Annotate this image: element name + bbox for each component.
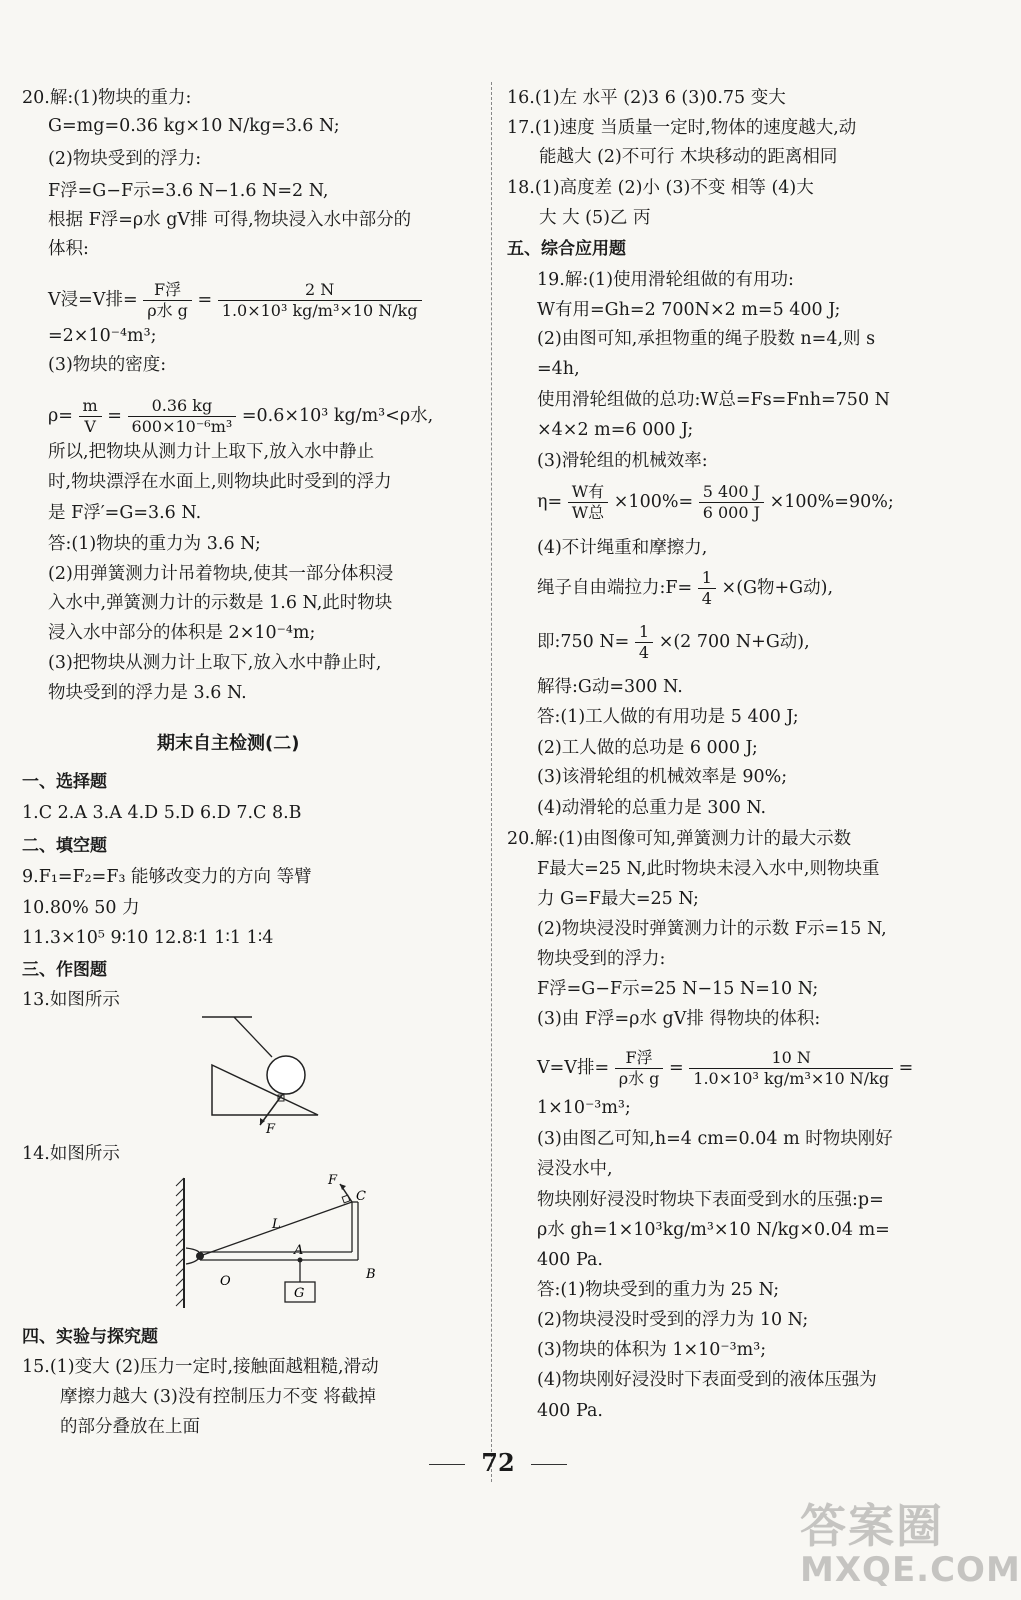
denominator: 1.0×10³ kg/m³×10 N/kg	[221, 301, 418, 320]
text-line: 使用滑轮组做的总功:W总=Fs=Fnh=750 N	[537, 390, 890, 410]
fraction	[568, 482, 608, 523]
section-title: 期末自主检测(二)	[157, 733, 300, 754]
text-line: (3)物块的密度:	[48, 355, 167, 375]
text-line: =4h,	[537, 359, 580, 379]
text-line: (2)物块浸没时弹簧测力计的示数 F示=15 N,	[537, 919, 887, 939]
formula-part: =	[107, 406, 122, 426]
formula-part: 绳子自由端拉力:F=	[537, 578, 693, 598]
text-line: 是 F浮′=G=3.6 N.	[48, 503, 202, 523]
column-divider	[491, 82, 492, 1482]
formula-part: ×100%=90%;	[769, 492, 894, 512]
formula-part: =	[898, 1058, 914, 1078]
answer-line: 答:(1)物块的重力为 3.6 N;	[48, 534, 261, 554]
answer-line: 答:(1)物块受到的重力为 25 N;	[537, 1280, 780, 1300]
formula-line	[48, 396, 433, 437]
fraction	[699, 482, 764, 523]
text-line: G=mg=0.36 kg×10 N/kg=3.6 N;	[48, 116, 340, 136]
text-line: (2)物块浸没时受到的浮力为 10 N;	[537, 1310, 809, 1330]
text-line: ×4×2 m=6 000 J;	[537, 420, 694, 440]
formula-part: ×(G物+G动),	[721, 578, 834, 598]
answer-line: 答:(1)工人做的有用功是 5 400 J;	[537, 707, 799, 727]
text-line: (3)由 F浮=ρ水 gV排 得物块的体积:	[537, 1009, 821, 1029]
figure-14-diagram	[172, 1168, 382, 1313]
text-line: (3)把物块从测力计上取下,放入水中静止时,	[48, 653, 382, 673]
section-heading: 三、作图题	[22, 960, 107, 980]
text-line: 1.C 2.A 3.A 4.D 5.D 6.D 7.C 8.B	[22, 803, 302, 823]
text-line: (3)由图乙可知,h=4 cm=0.04 m 时物块刚好	[537, 1129, 893, 1149]
text-line: 9.F₁=F₂=F₃ 能够改变力的方向 等臂	[22, 867, 312, 887]
text-line: (3)滑轮组的机械效率:	[537, 451, 708, 471]
formula-part: 即:750 N=	[537, 632, 630, 652]
formula-part: =0.6×10³ kg/m³<ρ水,	[241, 406, 434, 426]
formula-part: η=	[537, 492, 563, 512]
numerator: W有	[568, 482, 608, 503]
denominator: 6 000 J	[702, 503, 761, 522]
section-heading: 五、综合应用题	[507, 239, 626, 259]
text-line: 时,物块漂浮在水面上,则物块此时受到的浮力	[48, 472, 392, 492]
section-heading: 二、填空题	[22, 836, 107, 856]
text-line: ρ水 gh=1×10³kg/m³×10 N/kg×0.04 m=	[537, 1220, 890, 1240]
text-line: 能越大 (2)不可行 木块移动的距离相同	[539, 147, 838, 167]
figure-label: G	[294, 1286, 305, 1301]
fraction	[689, 1048, 893, 1089]
text-line: 400 Pa.	[537, 1250, 603, 1270]
fraction	[635, 622, 653, 663]
text-line: (2)由图可知,承担物重的绳子股数 n=4,则 s	[537, 329, 876, 349]
numerator: 1	[635, 622, 653, 643]
figure-label: C	[356, 1189, 366, 1204]
text-line: (2)物块受到的浮力:	[48, 149, 202, 169]
formula-part: V浸=V排=	[48, 290, 138, 310]
text-line: 入水中,弹簧测力计的示数是 1.6 N,此时物块	[48, 593, 393, 613]
numerator: 2 N	[218, 280, 422, 301]
text-line: 1×10⁻³m³;	[537, 1098, 631, 1118]
text-line: 浸入水中部分的体积是 2×10⁻⁴m;	[48, 623, 316, 643]
text-line: 根据 F浮=ρ水 gV排 可得,物块浸入水中部分的	[48, 210, 412, 230]
text-line: (2)用弹簧测力计吊着物块,使其一部分体积浸	[48, 564, 394, 584]
denominator: ρ水 g	[618, 1069, 660, 1088]
numerator: 0.36 kg	[128, 396, 237, 417]
denominator: 600×10⁻⁶m³	[131, 417, 233, 436]
text-line: 18.(1)高度差 (2)小 (3)不变 相等 (4)大	[507, 178, 814, 198]
numerator: F浮	[143, 280, 192, 301]
text-line: 16.(1)左 水平 (2)3 6 (3)0.75 变大	[507, 88, 786, 108]
formula-line	[537, 1048, 913, 1089]
text-line: 15.(1)变大 (2)压力一定时,接触面越粗糙,滑动	[22, 1357, 379, 1377]
fraction	[218, 280, 422, 321]
denominator: 1.0×10³ kg/m³×10 N/kg	[693, 1069, 890, 1088]
text-line: 13.如图所示	[22, 990, 120, 1010]
watermark-en: MXQE.COM	[800, 1550, 1021, 1590]
formula-part: V=V排=	[537, 1058, 610, 1078]
figure-label: F	[266, 1122, 276, 1137]
formula-part: ×100%=	[613, 492, 694, 512]
numerator: m	[79, 396, 102, 417]
text-line: 体积:	[48, 239, 89, 259]
page-number-text: 72	[481, 1448, 515, 1477]
text-line: F最大=25 N,此时物块未浸入水中,则物块重	[537, 859, 880, 879]
formula-line	[537, 482, 894, 523]
page-number	[0, 1448, 996, 1477]
text-line: F浮=G−F示=3.6 N−1.6 N=2 N,	[48, 181, 329, 201]
text-line: 11.3×10⁵ 9∶10 12.8∶1 1∶1 1∶4	[22, 928, 274, 948]
fraction	[143, 280, 192, 321]
denominator: V	[84, 417, 96, 436]
text-line: (4)物块刚好浸没时下表面受到的液体压强为	[537, 1370, 877, 1390]
fraction	[128, 396, 237, 437]
formula-line	[537, 622, 810, 663]
text-line: 400 Pa.	[537, 1401, 603, 1421]
text-line: 物块受到的浮力是 3.6 N.	[48, 683, 247, 703]
q20-heading: 20.解:(1)物块的重力:	[22, 88, 192, 108]
formula-part: =	[197, 290, 213, 310]
text-line: 17.(1)速度 当质量一定时,物体的速度越大,动	[507, 118, 857, 138]
figure-13-diagram	[202, 1015, 352, 1140]
numerator: F浮	[615, 1048, 664, 1069]
text-line: (4)不计绳重和摩擦力,	[537, 538, 708, 558]
text-line: F浮=G−F示=25 N−15 N=10 N;	[537, 979, 819, 999]
text-line: 力 G=F最大=25 N;	[537, 889, 699, 909]
fraction	[79, 396, 102, 437]
watermark-cn: 答案圈	[800, 1499, 944, 1553]
section-heading: 四、实验与探究题	[22, 1327, 158, 1347]
text-line: 解得:G动=300 N.	[537, 677, 683, 697]
figure-label: A	[294, 1243, 304, 1258]
denominator: 4	[701, 589, 712, 608]
text-line: 10.80% 50 力	[22, 898, 140, 918]
q20-heading: 20.解:(1)由图像可知,弹簧测力计的最大示数	[507, 829, 852, 849]
numerator: 1	[698, 568, 716, 589]
formula-line	[48, 280, 422, 321]
denominator: W总	[571, 503, 605, 522]
denominator: 4	[638, 643, 650, 662]
text-line: 所以,把物块从测力计上取下,放入水中静止	[48, 442, 375, 462]
section-heading: 一、选择题	[22, 772, 107, 792]
text-line: (3)该滑轮组的机械效率是 90%;	[537, 767, 788, 787]
text-line: 物块受到的浮力:	[537, 949, 666, 969]
numerator: 5 400 J	[699, 482, 764, 503]
text-line: 14.如图所示	[22, 1144, 120, 1164]
text-line: 19.解:(1)使用滑轮组做的有用功:	[537, 270, 794, 290]
text-line: 物块刚好浸没时物块下表面受到水的压强:p=	[537, 1190, 884, 1210]
numerator: 10 N	[689, 1048, 893, 1069]
formula-part: =	[669, 1058, 684, 1078]
figure-label: B	[366, 1267, 376, 1282]
text-line: W有用=Gh=2 700N×2 m=5 400 J;	[537, 300, 841, 320]
text-line: 大 大 (5)乙 丙	[539, 208, 651, 228]
denominator: ρ水 g	[147, 301, 188, 320]
figure-label: L	[272, 1217, 281, 1232]
text-line: (4)动滑轮的总重力是 300 N.	[537, 798, 767, 818]
figure-label: O	[220, 1274, 231, 1289]
text-line: 摩擦力越大 (3)没有控制压力不变 将截掉	[60, 1387, 376, 1407]
formula-line	[537, 568, 833, 609]
text-line: =2×10⁻⁴m³;	[48, 326, 157, 346]
formula-part: ×(2 700 N+G动),	[658, 632, 810, 652]
text-line: 浸没水中,	[537, 1159, 613, 1179]
watermark-logo	[800, 1490, 1021, 1590]
figure-label: F	[328, 1173, 338, 1188]
text-line: (2)工人做的总功是 6 000 J;	[537, 738, 758, 758]
formula-part: ρ=	[48, 406, 73, 426]
fraction	[615, 1048, 664, 1089]
fraction	[698, 568, 716, 609]
text-line: 的部分叠放在上面	[60, 1417, 200, 1437]
text-line: (3)物块的体积为 1×10⁻³m³;	[537, 1340, 767, 1360]
